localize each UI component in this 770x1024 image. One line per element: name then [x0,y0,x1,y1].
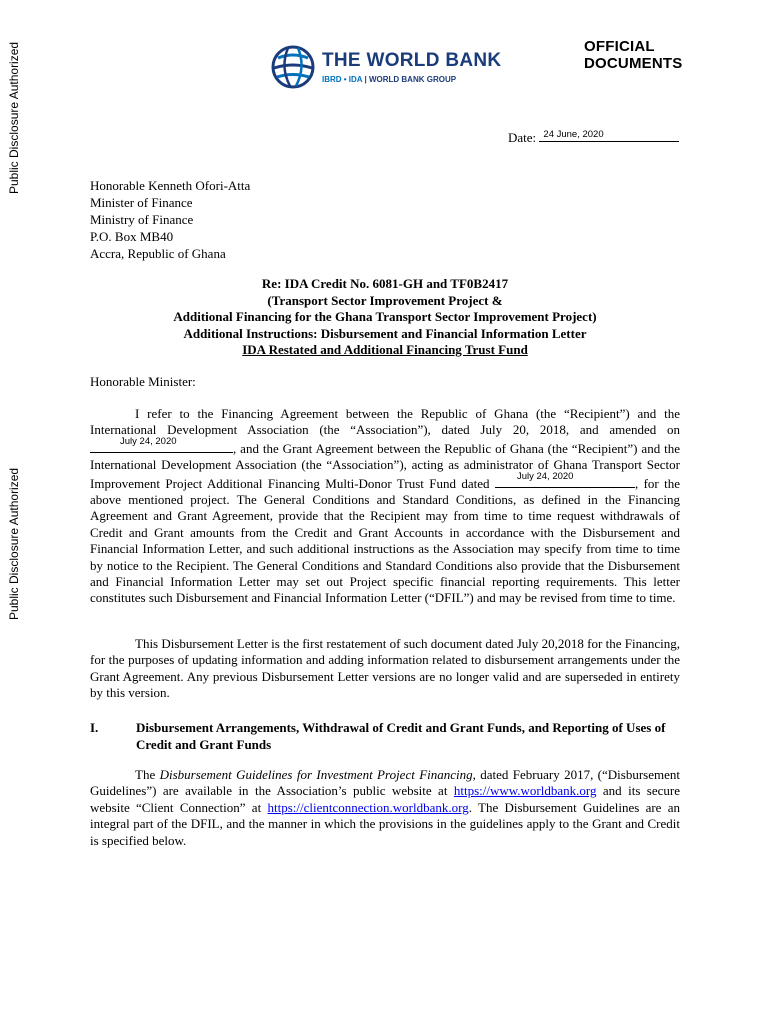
guidelines-title: Disbursement Guidelines for Investment Project Financing, [159,767,476,782]
section-number: I. [90,720,99,735]
address-line: Accra, Republic of Ghana [90,246,226,261]
paragraph-disbursement-guidelines [90,767,680,849]
date-label: Date: [508,130,537,145]
subject-line-1: Re: IDA Credit No. 6081-GH and TF0B2417 [261,276,509,291]
paragraph-agreement-reference [90,406,680,607]
logo-subtitle-highlight: IBRD • IDA [322,75,363,84]
subject-line-5: IDA Restated and Additional Financing Trust Fund [242,342,528,357]
logo-subtitle-rest: | WORLD BANK GROUP [362,75,457,84]
paragraph-text: I refer to the Financing Agreement between the Republic of Ghana (the “Recipient”) and the International Development Association (the “Association”), dated July 20, 2018, and amended on [90,406,680,438]
address-line: P.O. Box MB40 [90,229,174,244]
stamp-line-1: OFFICIAL [584,38,655,55]
stamp-line-2: DOCUMENTS [584,55,683,72]
subject-line-2: (Transport Sector Improvement Project & [267,292,503,308]
globe-icon [270,44,316,90]
grant-date-value: July 24, 2020 [516,471,574,483]
section-title: Disbursement Arrangements, Withdrawal of Credit and Grant Funds, and Reporting of Uses of Credit and Grant Funds [136,720,666,752]
salutation: Honorable Minister: [90,374,196,389]
paragraph-text: , and the Grant Agreement between the Republic of Ghana (the “Recipient”) and the International Development Association (the “Association”), acting as administrator of Ghana Transport Sector Improvement Project Additional Financing Multi-Donor Trust Fund dated [90,440,680,491]
address-line: Minister of Finance [90,195,193,210]
world-bank-logo [270,44,510,94]
date-line [508,128,679,146]
client-connection-link[interactable]: https://clientconnection.worldbank.org [267,799,469,815]
official-documents-stamp [584,38,682,72]
date-field [539,128,679,142]
disclosure-label-middle: Public Disclosure Authorized [7,467,21,620]
grant-date-field [495,471,635,488]
paragraph-text: dated February 2017, (“Disbursement Guidelines”) are available in the Association’s public website at [90,767,680,799]
subject-line-4: Additional Instructions: Disbursement and Financial Information Letter [183,325,587,341]
paragraph-restatement: This Disbursement Letter is the first restatement of such document dated July 20,2018 for the Financing, for the purposes of updating information and adding information related to disbursement arrangements under the Grant Agreement. Any previous Disbursement Letter versions are no longer valid and are superseded in entirety by this version. [90,636,680,701]
paragraph-text: , for the above mentioned project. The General Conditions and Standard Conditions, as defined in the Financing Agreement and Grant Agreement, provide that the Recipient may from time to time request withdrawals of Credit and Grant amounts from the Credit and Grant Accounts in accordance with the Disbursement and Financial Information Letter, and such additional instructions as the Association may specify from time to time by notice to the Recipient. The General Conditions and Standard Conditions also provide that the Disbursement and Financial Information Letter may set out Project specific financial reporting requirements. This letter constitutes such Disbursement and Financial Information Letter (“DFIL”) and may be revised from time to time. [90,475,681,606]
amendment-date-field [90,436,233,453]
amendment-date-value: July 24, 2020 [120,436,177,448]
subject-line-3: Additional Financing for the Ghana Transport Sector Improvement Project) [173,309,597,324]
section-heading [90,720,680,753]
address-line: Honorable Kenneth Ofori-Atta [90,178,251,193]
recipient-address [90,177,250,262]
address-line: Ministry of Finance [90,212,194,227]
worldbank-link[interactable]: https://www.worldbank.org [453,783,597,799]
disclosure-label-top: Public Disclosure Authorized [7,41,21,194]
date-value: 24 June, 2020 [543,129,604,140]
logo-name: THE WORLD BANK [322,50,502,71]
subject-block [90,276,680,359]
logo-subtitle [322,75,456,84]
paragraph-text: and its secure website “Client Connection” at [90,783,680,815]
paragraph-text: The [135,767,160,782]
paragraph-text: . The Disbursement Guidelines are an integral part of the DFIL, and the manner in which the provisions in the guidelines apply to the Grant and Credit is specified below. [90,799,680,848]
